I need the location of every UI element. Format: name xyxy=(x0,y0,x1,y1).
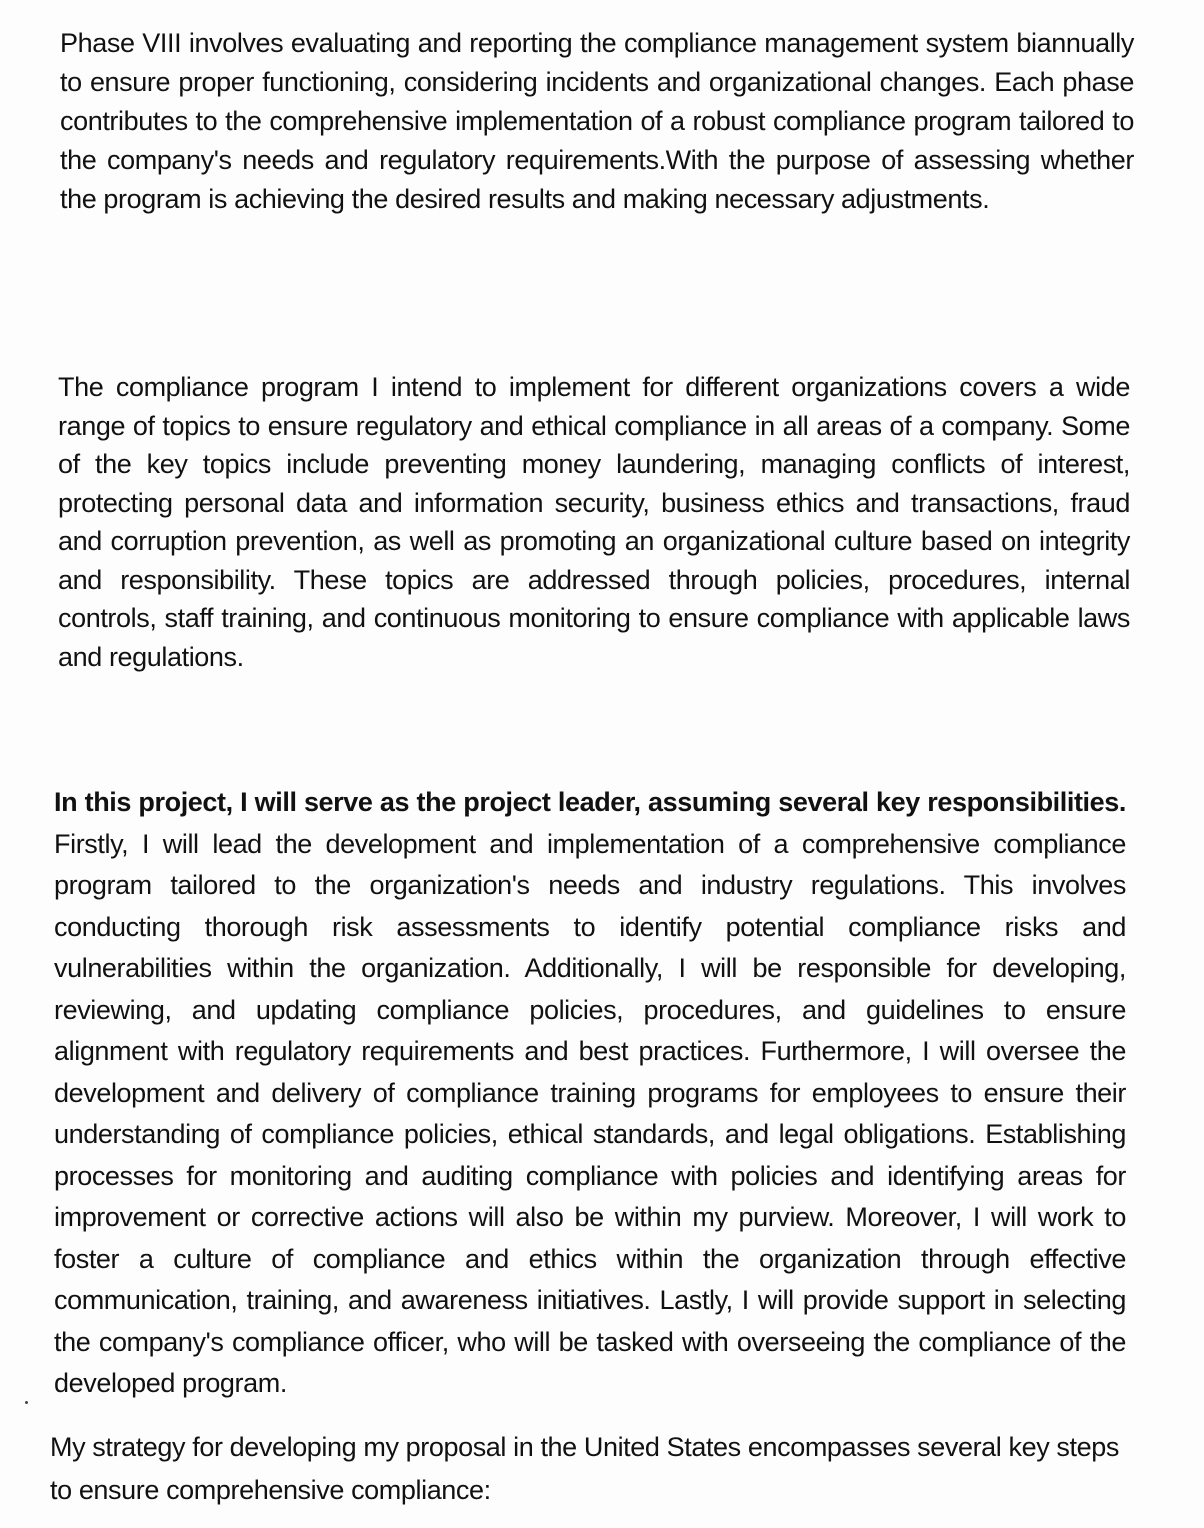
paragraph-compliance-topics xyxy=(58,368,1130,676)
paragraph-strategy xyxy=(50,1426,1126,1512)
paragraph-text: Firstly, I will lead the development and implementation of a comprehensive compliance program tailored to the organization's needs and industry regulations. This involves conducting thorough risk assessments to identify potential compliance risks and vulnerabilities within the organization. Additionally, I will be responsible for developing, reviewing, and updating compliance policies, procedures, and guidelines to ensure alignment with regulatory requirements and best practices. Furthermore, I will oversee the development and delivery of compliance training programs for employees to ensure their understanding of compliance policies, ethical standards, and legal obligations. Establishing processes for monitoring and auditing compliance with policies and identifying areas for improvement or corrective actions will also be within my purview. Moreover, I will work to foster a culture of compliance and ethics within the organization through effective communication, training, and awareness initiatives. Lastly, I will provide support in selecting the company's compliance officer, who will be tasked with overseeing the compliance of the developed program. xyxy=(54,828,1126,1398)
paragraph-text: The compliance program I intend to implement for different organizations covers a wide range of topics to ensure regulatory and ethical compliance in all areas of a company. Some of the key topics include preventing money laundering, managing conflicts of interest, protecting personal data and information security, business ethics and transactions, fraud and corruption prevention, as well as promoting an organizational culture based on integrity and responsibility. These topics are addressed through policies, procedures, internal controls, staff training, and continuous monitoring to ensure compliance with applicable laws and regulations. xyxy=(58,372,1130,672)
paragraph-text: Phase VIII involves evaluating and reporting the compliance management system biannually to ensure proper functioning, considering incidents and organizational changes. Each phase contributes to the comprehensive implementation of a robust compliance program tailored to the company's needs and regulatory requirements.With the purpose of assessing whether the program is achieving the desired results and making necessary adjustments. xyxy=(60,28,1134,214)
paragraph-phase-viii xyxy=(60,24,1134,219)
scan-speck xyxy=(25,1401,28,1404)
paragraph-lead-bold: In this project, I will serve as the project leader, assuming several key responsibilities. xyxy=(54,787,1126,817)
paragraph-text: My strategy for developing my proposal in the United States encompasses several key steps to ensure comprehensive compliance: xyxy=(50,1432,1119,1505)
paragraph-project-leader xyxy=(54,782,1126,1405)
